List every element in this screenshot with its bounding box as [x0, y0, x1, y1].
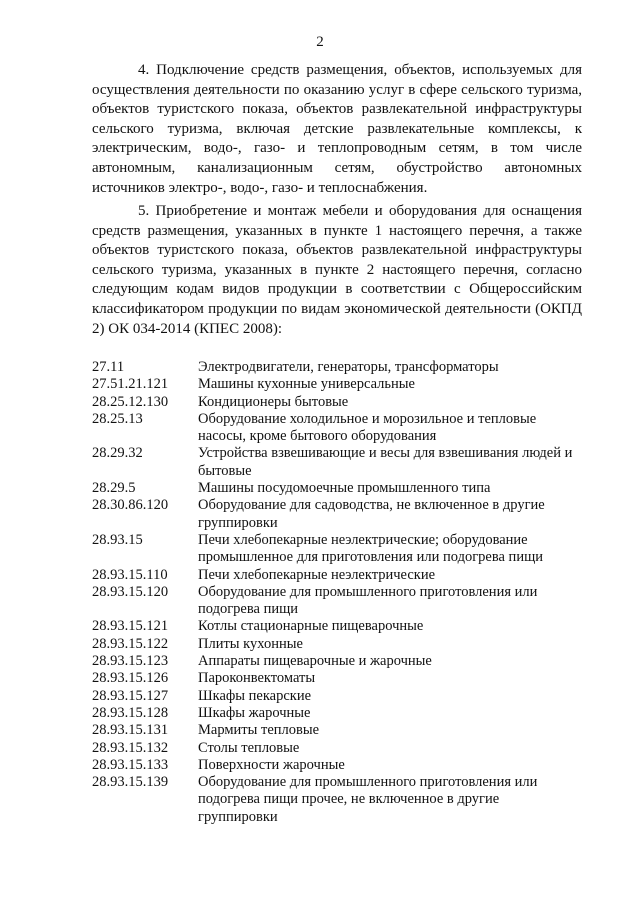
code-description: Машины кухонные универсальные — [198, 376, 415, 393]
code-row — [92, 584, 582, 619]
code-value: 28.93.15.110 — [92, 566, 168, 583]
okpd-code-list — [92, 359, 582, 826]
code-description: Столы тепловые — [198, 739, 300, 756]
code-row — [92, 411, 582, 446]
code-row — [92, 688, 582, 705]
code-row — [92, 670, 582, 687]
code-value: 28.93.15.123 — [92, 653, 169, 670]
code-description: Пароконвектоматы — [198, 670, 316, 687]
code-value: 28.93.15.132 — [92, 739, 169, 756]
code-description: Шкафы жарочные — [198, 704, 311, 721]
code-value: 27.11 — [92, 359, 125, 375]
code-value: 28.93.15.127 — [92, 687, 169, 704]
code-value: 28.29.32 — [92, 445, 143, 462]
code-row — [92, 722, 582, 739]
code-row — [92, 618, 582, 635]
code-description: Печи хлебопекарные неэлектрические — [198, 566, 436, 583]
code-row — [92, 636, 582, 653]
code-row — [92, 445, 582, 480]
code-description: Кондиционеры бытовые — [198, 393, 349, 410]
code-description: Электродвигатели, генераторы, трансформаторы — [198, 359, 499, 375]
code-value: 28.25.12.130 — [92, 393, 169, 410]
paragraph-item-4: 4. Подключение средств размещения, объектов, используемых для осуществления деятельности по оказанию услуг в сфере сельского туризма, объектов туристского показа, объектов развлекательной инфраструктуры сельского туризма, включая детские развлекательные комплексы, к электрическим, водо-, газо- и теплопроводным сетям, в том числе автономным, канализационным сетям, обустройство автономных источников электро-, водо-, газо- и теплоснабжения. — [92, 62, 582, 196]
code-value: 28.30.86.120 — [92, 497, 169, 514]
code-value: 28.93.15.131 — [92, 722, 169, 739]
code-row — [92, 497, 582, 532]
code-value: 28.93.15.122 — [92, 635, 169, 652]
code-row — [92, 705, 582, 722]
code-row — [92, 774, 582, 826]
code-value: 28.93.15.120 — [92, 583, 169, 600]
code-description: Поверхности жарочные — [198, 756, 345, 773]
code-description: Печи хлебопекарные неэлектрические; оборудование промышленное для приготовления или подогрева пищи — [198, 531, 543, 566]
code-row — [92, 567, 582, 584]
code-description: Машины посудомоечные промышленного типа — [198, 480, 491, 497]
page-number: 2 — [316, 34, 324, 50]
code-description: Оборудование для садоводства, не включенное в другие группировки — [198, 497, 545, 531]
code-row — [92, 376, 582, 393]
code-description: Котлы стационарные пищеварочные — [198, 618, 424, 635]
code-row — [92, 757, 582, 774]
code-row — [92, 394, 582, 411]
code-row — [92, 480, 582, 497]
code-description: Плиты кухонные — [198, 635, 303, 652]
code-value: 28.93.15.128 — [92, 704, 169, 721]
code-row — [92, 653, 582, 670]
code-description: Оборудование холодильное и морозильное и тепловые насосы, кроме бытового оборудования — [198, 410, 537, 445]
code-value: 28.25.13 — [92, 410, 143, 427]
code-row — [92, 740, 582, 757]
code-description: Мармиты тепловые — [198, 722, 320, 739]
code-description: Устройства взвешивающие и весы для взвешивания людей и бытовые — [198, 445, 573, 479]
code-description: Оборудование для промышленного приготовления или подогрева пищи прочее, не включенное в другие группировки — [198, 774, 538, 825]
code-description: Шкафы пекарские — [198, 687, 312, 704]
code-description: Оборудование для промышленного приготовления или подогрева пищи — [198, 583, 538, 618]
code-value: 27.51.21.121 — [92, 376, 169, 393]
code-row — [92, 532, 582, 567]
code-description: Аппараты пищеварочные и жарочные — [198, 653, 432, 670]
paragraph-item-5: 5. Приобретение и монтаж мебели и оборудования для оснащения средств размещения, указанных в пункте 1 настоящего перечня, а также объектов туристского показа, объектов развлекательной инфраструктуры сельского туризма, указанных в пункте 2 настоящего перечня, согласно следующим кодам видов продукции в соответствии с Общероссийским классификатором продукции по видам экономической деятельности (ОКПД 2) ОК 034-2014 (КПЕС 2008): — [92, 203, 582, 337]
code-value: 28.93.15.126 — [92, 670, 169, 687]
code-value: 28.93.15.133 — [92, 756, 169, 773]
code-value: 28.93.15.139 — [92, 774, 169, 791]
code-value: 28.29.5 — [92, 480, 136, 497]
code-value: 28.93.15.121 — [92, 618, 169, 635]
code-value: 28.93.15 — [92, 531, 143, 548]
code-row — [92, 359, 582, 376]
